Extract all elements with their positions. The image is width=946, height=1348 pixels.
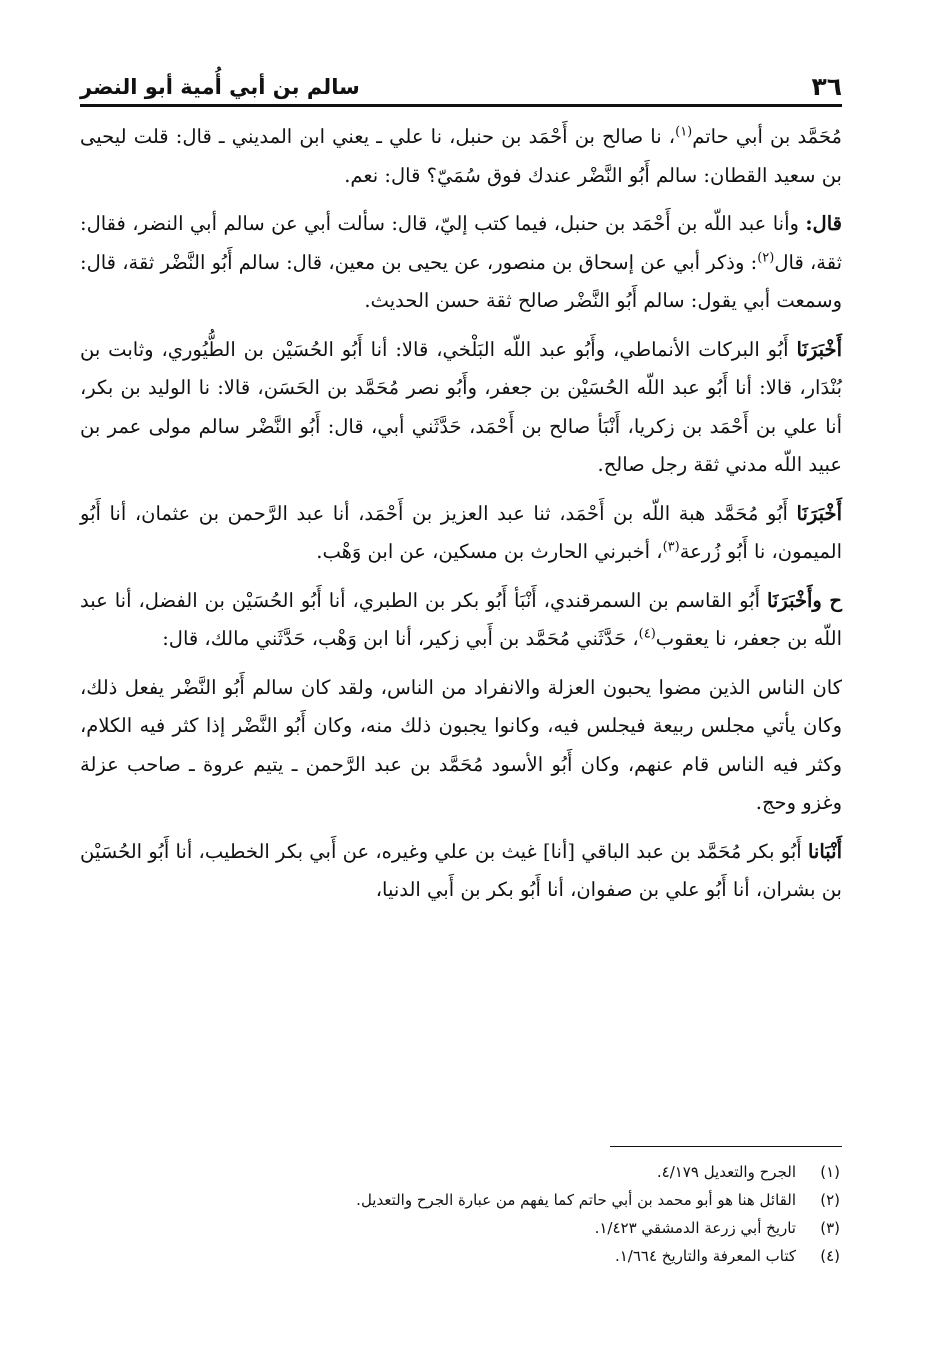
footnote-rule	[610, 1146, 842, 1147]
footnote-item	[80, 1214, 840, 1242]
text-segment: أَبُو القاسم بن السمرقندي، أَنْبَأ أَبُو بكر بن الطبري، أنا أَبُو الحُسَيْن بن الفضل، أنا عبد اللّه بن جعفر، نا يعقوب	[80, 588, 842, 650]
paragraph-lead: ح وأَخْبَرَنَا	[766, 588, 842, 612]
header-rule	[80, 104, 842, 107]
footnote-text: تاريخ أبي زرعة الدمشقي ١/٤٢٣.	[594, 1219, 796, 1237]
footnote-ref-2[interactable]: (٢)	[757, 250, 775, 265]
page-header	[80, 62, 842, 102]
footnote-ref-4[interactable]: (٤)	[638, 626, 656, 642]
text-segment: ، أخبرني الحارث بن مسكين، عن ابن وَهْب.	[316, 540, 663, 563]
footnote-number: (٤)	[820, 1247, 840, 1265]
paragraph-lead: قال:	[805, 212, 842, 235]
text-segment: كان الناس الذين مضوا يحبون العزلة والانفراد من الناس، ولقد كان سالم أَبُو النَّضْر يفعل ذلك، وكان يأتي مجلس ربيعة فيجلس فيه، وكانوا يجبون ذلك منه، وكان أَبُو النَّضْر إذا كثر فيه الكلام، وكثر فيه الناس قام عنهم، وكان أَبُو الأسود مُحَمَّد بن عبد الرَّحمن ـ يتيم عروة ـ صاحب عزلة وغزو وحج.	[80, 675, 842, 814]
paragraph-lead: أَنْبَانا	[807, 839, 842, 863]
footnote-text: الجرح والتعديل ٤/١٧٩.	[656, 1163, 796, 1181]
paragraph-6	[80, 669, 842, 823]
paragraph-lead: أَخْبَرَنَا	[796, 337, 842, 361]
footnote-item	[80, 1158, 840, 1186]
paragraph-3	[80, 331, 842, 485]
main-text	[80, 118, 842, 920]
text-segment: أَبُو مُحَمَّد هبة اللّه بن أَحْمَد، ثنا عبد العزيز بن أَحْمَد، أنا عبد الرَّحمن بن عثمان، أنا أَبُو الميمون، نا أَبُو زُرعة	[80, 501, 842, 563]
footnotes	[80, 1158, 840, 1270]
text-segment: أَبُو بكر مُحَمَّد بن عبد الباقي [أنا] غيث بن علي وغيره، عن أَبي بكر الخطيب، أنا أَبُو الحُسَيْن بن بشران، أنا أَبُو علي بن صفوان، أنا أَبُو بكر بن أَبي الدنيا،	[80, 839, 842, 901]
footnote-ref-3[interactable]: (٣)	[662, 539, 680, 555]
footnote-number: (١)	[820, 1163, 840, 1181]
footnote-number: (٢)	[820, 1191, 840, 1209]
paragraph-2	[80, 205, 842, 321]
paragraph-lead: أَخْبَرَنَا	[796, 501, 842, 525]
paragraph-7	[80, 833, 842, 910]
page-number: ٣٦	[811, 72, 842, 101]
text-segment: وأنا عبد اللّه بن أَحْمَد بن حنبل، فيما كتب إليّ، قال: سألت أبي عن سالم أبي النضر، فقال: ثقة، قال	[80, 212, 843, 274]
text-segment: أَبُو البركات الأنماطي، وأَبُو عبد اللّه البَلْخي، قالا: أنا أَبُو الحُسَيْن بن الطُّيُوري، وثابت بن بُنْدَار، قالا: أنا أَبُو عبد اللّه الحُسَيْن بن جعفر، وأَبُو نصر مُحَمَّد بن الحَسَن، قالا: نا الوليد بن بكر، أنا علي بن أَحْمَد بن زكريا، أَنْبَأ صالح بن أَحْمَد، حَدَّثَني أبي، قال: أَبُو النَّضْر سالم مولى عمر بن عبيد اللّه مدني ثقة رجل صالح.	[80, 337, 842, 476]
footnote-item	[80, 1242, 840, 1270]
paragraph-1	[80, 118, 842, 195]
running-title: سالم بن أبي أُمية أبو النضر	[80, 75, 360, 99]
paragraph-4	[80, 495, 842, 572]
paragraph-5	[80, 582, 842, 659]
footnote-text: كتاب المعرفة والتاريخ ١/٦٦٤.	[614, 1247, 796, 1265]
text-segment: ، حَدَّثَني مُحَمَّد بن أَبي زكير، أنا ابن وَهْب، حَدَّثَني مالك، قال:	[162, 627, 639, 650]
footnote-ref-1[interactable]: (١)	[675, 124, 693, 140]
footnote-number: (٣)	[820, 1219, 840, 1237]
text-segment: مُحَمَّد بن أبي حاتم	[692, 125, 842, 148]
footnote-item	[80, 1186, 840, 1214]
footnote-text: القائل هنا هو أبو محمد بن أبي حاتم كما يفهم من عبارة الجرح والتعديل.	[356, 1191, 796, 1209]
text-segment: ، نا صالح بن أَحْمَد بن حنبل، نا علي ـ يعني ابن المديني ـ قال: قلت ليحيى بن سعيد القطان: سالم أَبُو النَّضْر عندك فوق سُمَيّ؟ قال: نعم.	[80, 125, 842, 187]
text-segment: : وذكر أبي عن إسحاق بن منصور، عن يحيى بن معين، قال: سالم أَبُو النَّضْر ثقة، قال: وسمعت أبي يقول: سالم أَبُو النَّضْر صالح ثقة حسن الحديث.	[80, 250, 842, 312]
